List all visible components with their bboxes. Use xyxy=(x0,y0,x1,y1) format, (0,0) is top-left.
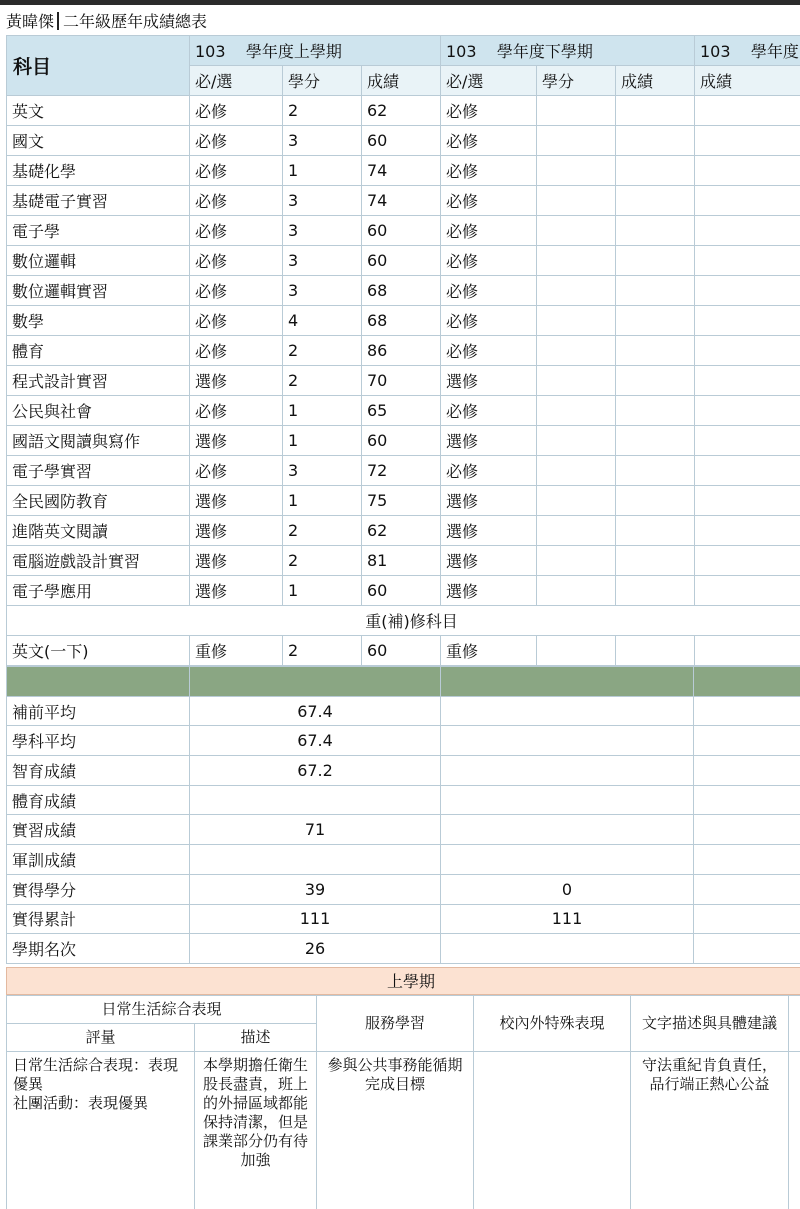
table-row xyxy=(7,216,800,246)
credit-cell xyxy=(537,546,616,576)
page-title xyxy=(6,11,207,33)
subject-cell: 數學 xyxy=(7,306,190,336)
credit-cell xyxy=(537,186,616,216)
type-cell: 必修 xyxy=(441,276,537,306)
score-cell: 68 xyxy=(362,306,441,336)
summary-row xyxy=(7,874,800,904)
special-performance-text xyxy=(474,1051,631,1209)
subject-header: 科目 xyxy=(7,36,190,96)
credit-cell xyxy=(537,216,616,246)
summary-value-2 xyxy=(441,696,694,726)
score-cell xyxy=(695,126,800,156)
subject-cell: 國語文閱讀與寫作 xyxy=(7,426,190,456)
credit-cell xyxy=(537,456,616,486)
report-title: 二年級歷年成績總表 xyxy=(63,12,208,31)
credit-cell: 3 xyxy=(283,276,362,306)
summary-label: 軍訓成績 xyxy=(7,845,190,875)
type-cell: 選修 xyxy=(441,546,537,576)
credit-cell: 4 xyxy=(283,306,362,336)
credit-cell xyxy=(537,636,616,666)
col-score-3: 成績 xyxy=(695,66,800,96)
table-row xyxy=(7,276,800,306)
summary-table xyxy=(6,666,800,964)
score-cell xyxy=(616,96,695,126)
semester-header-3: 103 學年度 xyxy=(695,36,800,66)
score-cell xyxy=(695,186,800,216)
credit-cell: 2 xyxy=(283,546,362,576)
summary-value-3 xyxy=(694,696,800,726)
col-type-2: 必/選 xyxy=(441,66,537,96)
score-cell xyxy=(695,396,800,426)
table-row xyxy=(7,576,800,606)
credit-cell: 1 xyxy=(283,426,362,456)
credit-cell xyxy=(537,276,616,306)
type-cell: 必修 xyxy=(190,456,283,486)
score-cell xyxy=(616,636,695,666)
type-cell: 選修 xyxy=(441,426,537,456)
col-score-1: 成績 xyxy=(362,66,441,96)
summary-value-1: 111 xyxy=(190,904,441,934)
score-cell: 62 xyxy=(362,516,441,546)
summary-label: 智育成績 xyxy=(7,756,190,786)
subject-cell: 進階英文閱讀 xyxy=(7,516,190,546)
credit-cell: 1 xyxy=(283,576,362,606)
credit-cell: 2 xyxy=(283,336,362,366)
subject-cell: 基礎電子實習 xyxy=(7,186,190,216)
credit-cell xyxy=(537,396,616,426)
score-cell: 65 xyxy=(362,396,441,426)
summary-value-1: 67.4 xyxy=(190,696,441,726)
summary-value-1 xyxy=(190,845,441,875)
subject-cell: 電腦遊戲設計實習 xyxy=(7,546,190,576)
score-cell: 60 xyxy=(362,216,441,246)
type-cell: 必修 xyxy=(190,306,283,336)
credit-cell xyxy=(537,246,616,276)
credit-cell: 3 xyxy=(283,216,362,246)
table-row xyxy=(7,306,800,336)
grades-table xyxy=(6,35,800,666)
credit-cell: 2 xyxy=(283,516,362,546)
type-cell: 選修 xyxy=(441,486,537,516)
perf-content-row xyxy=(7,1051,800,1209)
score-cell xyxy=(695,486,800,516)
special-performance-header: 校內外特殊表現 xyxy=(474,995,631,1051)
type-cell: 必修 xyxy=(190,96,283,126)
type-cell: 必修 xyxy=(190,216,283,246)
student-name: 黃暐傑 xyxy=(6,12,55,31)
description-header: 描述 xyxy=(195,1023,317,1051)
score-cell xyxy=(616,516,695,546)
score-cell xyxy=(616,426,695,456)
table-row xyxy=(7,126,800,156)
summary-row xyxy=(7,726,800,756)
summary-label: 體育成績 xyxy=(7,785,190,815)
score-cell xyxy=(695,426,800,456)
semester-header-1: 103 學年度上學期 xyxy=(190,36,441,66)
score-cell xyxy=(695,366,800,396)
table-row xyxy=(7,456,800,486)
subject-cell: 國文 xyxy=(7,126,190,156)
type-cell: 必修 xyxy=(190,336,283,366)
score-cell: 75 xyxy=(362,486,441,516)
type-cell: 必修 xyxy=(441,96,537,126)
summary-row xyxy=(7,904,800,934)
summary-value-2 xyxy=(441,756,694,786)
score-cell xyxy=(695,246,800,276)
score-cell xyxy=(616,336,695,366)
type-cell: 選修 xyxy=(441,576,537,606)
table-row xyxy=(7,546,800,576)
credit-cell xyxy=(537,336,616,366)
table-row xyxy=(7,96,800,126)
score-cell: 74 xyxy=(362,156,441,186)
subject-cell: 英文 xyxy=(7,96,190,126)
summary-value-3 xyxy=(694,934,800,964)
score-cell xyxy=(616,576,695,606)
summary-value-2: 111 xyxy=(441,904,694,934)
score-cell: 60 xyxy=(362,126,441,156)
perf-header-row xyxy=(7,995,800,1023)
score-cell xyxy=(616,276,695,306)
table-row xyxy=(7,366,800,396)
summary-value-2 xyxy=(441,845,694,875)
summary-value-3 xyxy=(694,756,800,786)
score-cell: 81 xyxy=(362,546,441,576)
score-cell xyxy=(695,576,800,606)
score-cell xyxy=(695,636,800,666)
credit-cell xyxy=(537,576,616,606)
semester-header-2: 103 學年度下學期 xyxy=(441,36,695,66)
summary-label: 學科平均 xyxy=(7,726,190,756)
summary-label: 實習成績 xyxy=(7,815,190,845)
table-row xyxy=(7,486,800,516)
score-cell xyxy=(616,246,695,276)
score-cell xyxy=(695,306,800,336)
summary-value-3 xyxy=(694,785,800,815)
score-cell xyxy=(616,126,695,156)
credit-cell: 1 xyxy=(283,156,362,186)
subject-cell: 全民國防教育 xyxy=(7,486,190,516)
type-cell: 必修 xyxy=(441,186,537,216)
table-row xyxy=(7,156,800,186)
summary-row xyxy=(7,934,800,964)
summary-row xyxy=(7,756,800,786)
summary-row xyxy=(7,785,800,815)
score-cell xyxy=(616,366,695,396)
score-cell xyxy=(695,96,800,126)
summary-label: 學期名次 xyxy=(7,934,190,964)
summary-value-1: 26 xyxy=(190,934,441,964)
daily-life-header: 日常生活綜合表現 xyxy=(7,995,317,1023)
type-cell: 必修 xyxy=(441,306,537,336)
score-cell xyxy=(616,546,695,576)
summary-value-1: 67.4 xyxy=(190,726,441,756)
summary-row xyxy=(7,845,800,875)
score-cell: 62 xyxy=(362,96,441,126)
col-credit-2: 學分 xyxy=(537,66,616,96)
credit-cell: 1 xyxy=(283,486,362,516)
report-container xyxy=(6,35,800,1209)
type-cell: 必修 xyxy=(441,126,537,156)
summary-value-1: 67.2 xyxy=(190,756,441,786)
credit-cell: 3 xyxy=(283,246,362,276)
type-cell: 選修 xyxy=(190,546,283,576)
subject-cell: 英文(一下) xyxy=(7,636,190,666)
type-cell: 選修 xyxy=(190,426,283,456)
subject-cell: 電子學 xyxy=(7,216,190,246)
type-cell: 必修 xyxy=(190,186,283,216)
type-cell: 必修 xyxy=(441,456,537,486)
subject-cell: 程式設計實習 xyxy=(7,366,190,396)
table-row xyxy=(7,426,800,456)
summary-value-3 xyxy=(694,815,800,845)
subject-cell: 體育 xyxy=(7,336,190,366)
top-bar xyxy=(0,0,800,5)
credit-cell: 3 xyxy=(283,186,362,216)
type-cell: 重修 xyxy=(441,636,537,666)
rating-header: 評量 xyxy=(7,1023,195,1051)
credit-cell xyxy=(537,516,616,546)
score-cell xyxy=(695,156,800,186)
col-score-2: 成績 xyxy=(616,66,695,96)
credit-cell: 3 xyxy=(283,456,362,486)
description-text: 本學期擔任衛生股長盡責，班上的外掃區域都能保持清潔，但是課業部分仍有待加強 xyxy=(195,1051,317,1209)
type-cell: 必修 xyxy=(441,336,537,366)
summary-value-3 xyxy=(694,845,800,875)
summary-value-1: 39 xyxy=(190,874,441,904)
score-cell xyxy=(695,336,800,366)
score-cell xyxy=(616,186,695,216)
table-row xyxy=(7,336,800,366)
type-cell: 選修 xyxy=(190,486,283,516)
perf-extra-cell xyxy=(789,1051,800,1209)
subject-cell: 電子學應用 xyxy=(7,576,190,606)
summary-value-1: 71 xyxy=(190,815,441,845)
semester-header-row xyxy=(7,36,800,66)
type-cell: 必修 xyxy=(441,216,537,246)
score-cell xyxy=(616,396,695,426)
score-cell: 74 xyxy=(362,186,441,216)
summary-value-2 xyxy=(441,934,694,964)
credit-cell xyxy=(537,156,616,186)
subject-cell: 電子學實習 xyxy=(7,456,190,486)
credit-cell: 2 xyxy=(283,366,362,396)
summary-row xyxy=(7,815,800,845)
credit-cell: 2 xyxy=(283,96,362,126)
col-type-1: 必/選 xyxy=(190,66,283,96)
summary-label: 實得學分 xyxy=(7,874,190,904)
score-cell xyxy=(695,546,800,576)
score-cell: 60 xyxy=(362,426,441,456)
type-cell: 必修 xyxy=(441,396,537,426)
credit-cell xyxy=(537,486,616,516)
type-cell: 必修 xyxy=(441,246,537,276)
table-row xyxy=(7,396,800,426)
type-cell: 必修 xyxy=(441,156,537,186)
credit-cell xyxy=(537,366,616,396)
service-learning-header: 服務學習 xyxy=(317,995,474,1051)
section-divider xyxy=(7,667,800,697)
table-row xyxy=(7,246,800,276)
score-cell xyxy=(695,216,800,246)
score-cell xyxy=(695,516,800,546)
score-cell: 72 xyxy=(362,456,441,486)
subject-cell: 基礎化學 xyxy=(7,156,190,186)
perf-extra-header xyxy=(789,995,800,1051)
retake-section-label: 重(補)修科目 xyxy=(7,606,800,636)
score-cell: 60 xyxy=(362,576,441,606)
performance-term-header: 上學期 xyxy=(6,967,800,995)
retake-section-row xyxy=(7,606,800,636)
type-cell: 必修 xyxy=(190,156,283,186)
performance-table xyxy=(6,995,800,1209)
summary-value-2 xyxy=(441,785,694,815)
summary-value-3 xyxy=(694,904,800,934)
summary-row xyxy=(7,696,800,726)
credit-cell xyxy=(537,426,616,456)
subject-cell: 數位邏輯 xyxy=(7,246,190,276)
col-credit-1: 學分 xyxy=(283,66,362,96)
type-cell: 選修 xyxy=(441,516,537,546)
subject-cell: 公民與社會 xyxy=(7,396,190,426)
credit-cell: 1 xyxy=(283,396,362,426)
service-learning-text: 參與公共事務能循期完成目標 xyxy=(317,1051,474,1209)
type-cell: 選修 xyxy=(441,366,537,396)
text-description-text: 守法重紀肯負責任，品行端正熱心公益 xyxy=(631,1051,789,1209)
title-separator xyxy=(57,12,59,30)
score-cell: 70 xyxy=(362,366,441,396)
type-cell: 重修 xyxy=(190,636,283,666)
type-cell: 選修 xyxy=(190,366,283,396)
type-cell: 必修 xyxy=(190,246,283,276)
type-cell: 選修 xyxy=(190,516,283,546)
type-cell: 選修 xyxy=(190,576,283,606)
table-row xyxy=(7,636,800,666)
score-cell xyxy=(616,216,695,246)
score-cell xyxy=(616,486,695,516)
score-cell: 86 xyxy=(362,336,441,366)
credit-cell xyxy=(537,126,616,156)
rating-text: 日常生活綜合表現：表現優異 社團活動：表現優異 xyxy=(7,1051,195,1209)
credit-cell: 2 xyxy=(283,636,362,666)
summary-value-1 xyxy=(190,785,441,815)
credit-cell: 3 xyxy=(283,126,362,156)
summary-value-3 xyxy=(694,726,800,756)
score-cell: 68 xyxy=(362,276,441,306)
table-row xyxy=(7,516,800,546)
credit-cell xyxy=(537,306,616,336)
type-cell: 必修 xyxy=(190,276,283,306)
table-row xyxy=(7,186,800,216)
score-cell xyxy=(616,456,695,486)
summary-value-2 xyxy=(441,726,694,756)
text-description-header: 文字描述與具體建議 xyxy=(631,995,789,1051)
type-cell: 必修 xyxy=(190,126,283,156)
summary-label: 實得累計 xyxy=(7,904,190,934)
credit-cell xyxy=(537,96,616,126)
summary-value-2: 0 xyxy=(441,874,694,904)
score-cell xyxy=(695,276,800,306)
subject-cell: 數位邏輯實習 xyxy=(7,276,190,306)
score-cell xyxy=(616,156,695,186)
summary-label: 補前平均 xyxy=(7,696,190,726)
summary-value-3 xyxy=(694,874,800,904)
type-cell: 必修 xyxy=(190,396,283,426)
score-cell xyxy=(695,456,800,486)
summary-value-2 xyxy=(441,815,694,845)
score-cell xyxy=(616,306,695,336)
score-cell: 60 xyxy=(362,636,441,666)
score-cell: 60 xyxy=(362,246,441,276)
